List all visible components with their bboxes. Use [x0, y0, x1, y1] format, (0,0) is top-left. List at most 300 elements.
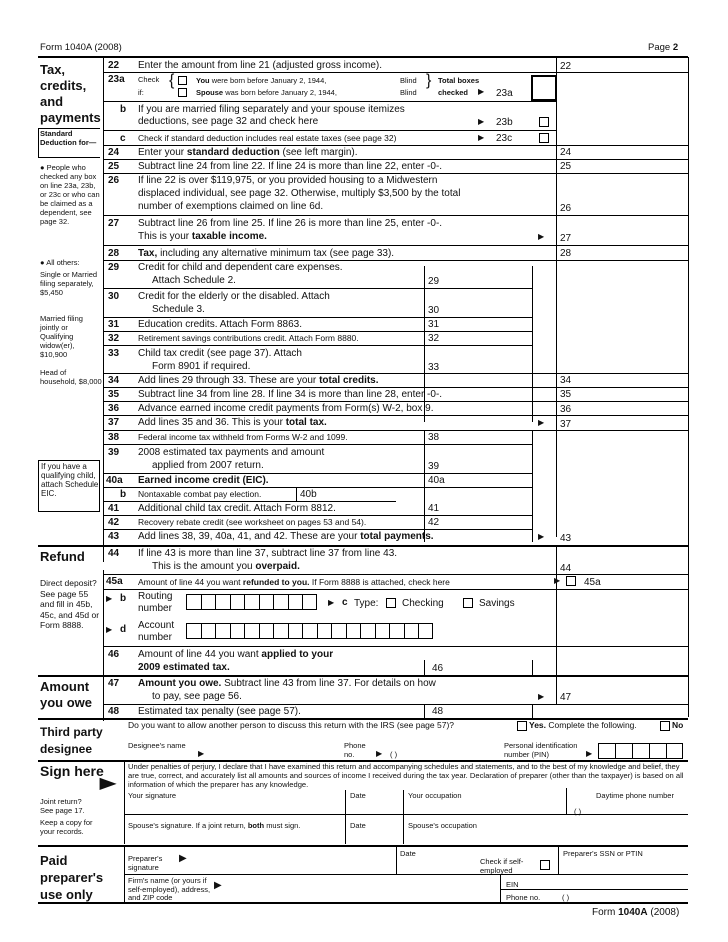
side-joint: Joint return? See page 17.: [40, 797, 85, 815]
total-boxes-field[interactable]: [531, 75, 557, 101]
line-38-label: 38: [428, 432, 440, 443]
account-digit-cell[interactable]: [273, 623, 288, 639]
you-born-desc: were born before January 2, 1944,: [211, 76, 327, 85]
spouse-signature-label: [128, 821, 300, 830]
account-digit-cell[interactable]: [186, 623, 201, 639]
line-29-text2: Attach Schedule 2.: [152, 275, 236, 286]
rule-38: [104, 444, 532, 445]
line-34-num: 34: [108, 375, 120, 386]
total-boxes: Total boxes: [438, 76, 480, 85]
brace-left-1: {: [169, 72, 175, 89]
routing-digit-cell[interactable]: [244, 594, 259, 610]
you-born-checkbox[interactable]: [178, 76, 187, 85]
routing-digit-cell[interactable]: [259, 594, 274, 610]
arrow-firm: ▶: [214, 880, 222, 891]
account-digit-cell[interactable]: [302, 623, 317, 639]
line-47-text2: to pay, see page 56.: [152, 691, 242, 702]
line-46-label: 46: [432, 663, 444, 674]
line-45a-bold: refunded to you.: [242, 577, 310, 587]
spouse-sig-t2: must sign.: [266, 821, 301, 830]
line-46-b1: applied to your: [261, 649, 334, 660]
account-digit-cell[interactable]: [230, 623, 245, 639]
rule-33: [104, 373, 688, 374]
designee-name-label: Designee's name: [128, 741, 186, 750]
account-digit-cell[interactable]: [201, 623, 216, 639]
line-44-text1: If line 43 is more than line 37, subtract line 37 from line 43.: [138, 548, 398, 559]
line-24-bold: standard deduction: [186, 147, 280, 158]
line-26-label: 26: [560, 203, 572, 214]
line-45a-num: 45a: [106, 576, 123, 587]
line-40b-num: b: [120, 489, 127, 500]
line-26-num: 26: [108, 175, 120, 186]
routing-digit-cell[interactable]: [201, 594, 216, 610]
line-37-t: Add lines 35 and 36. This is your: [138, 417, 283, 428]
line-36-num: 36: [108, 403, 120, 414]
account-label1: Account: [138, 620, 175, 631]
footer-form-number: 1040A: [618, 907, 648, 918]
line-33-text2: Form 8901 if required.: [152, 361, 251, 372]
rule-prep-1: [124, 874, 688, 875]
line-48-label: 48: [432, 706, 444, 717]
amount-col-2: [556, 545, 557, 705]
account-digit-cell[interactable]: [375, 623, 390, 639]
account-digit-cell[interactable]: [346, 623, 361, 639]
line-40a-text: Earned income credit (EIC).: [138, 475, 269, 486]
line-30-num: 30: [108, 291, 120, 302]
line-47-text1: [138, 678, 436, 690]
section-sign: Sign here: [40, 763, 104, 779]
spouse-sig-t1: Spouse's signature. If a joint return,: [128, 821, 246, 830]
spouse-occ-divider: [403, 814, 404, 844]
rule-25: [104, 173, 688, 174]
rule-sign-1: [124, 814, 688, 815]
routing-digit-cell[interactable]: [215, 594, 230, 610]
line-24-num: 24: [108, 147, 120, 158]
rule-44: [104, 574, 688, 575]
line-40a-label: 40a: [428, 475, 445, 486]
line-30-text1: Credit for the elderly or the disabled. Attach: [138, 291, 330, 302]
daytime-phone-label: Daytime phone number: [596, 791, 674, 800]
you-born-text: [196, 76, 326, 85]
line-28-label: 28: [560, 248, 572, 259]
line-48-num: 48: [108, 706, 120, 717]
preparer-signature-label: Preparer's signature: [128, 854, 163, 872]
footer-form: [592, 907, 679, 919]
routing-digit-cell[interactable]: [273, 594, 288, 610]
rule-34: [104, 387, 688, 388]
check-word: Check: [138, 75, 160, 84]
rule-prep-2: [38, 902, 688, 904]
arrow-designee-phone: ▶: [376, 749, 383, 758]
checkbox-23c[interactable]: [539, 133, 549, 143]
designee-phone-parens: ( ): [390, 750, 398, 759]
mid-col-left-2: [424, 430, 425, 542]
line-41-label: 41: [428, 503, 440, 514]
line-25-text: Subtract line 24 from line 22. If line 24 is more than line 22, enter -0-.: [138, 161, 443, 172]
line-23a-label: 23a: [496, 88, 513, 99]
line-44-num: 44: [108, 548, 120, 559]
line-45a-t1: Amount of line 44 you want: [138, 577, 241, 587]
side-child: If you have a qualifying child, attach Schedule EIC.: [41, 462, 99, 498]
line-28-bold: Tax,: [138, 248, 158, 259]
designee-yes: [529, 721, 637, 730]
line-29-text1: Credit for child and dependent care expenses.: [138, 262, 343, 273]
line-22-text: Enter the amount from line 21 (adjusted gross income).: [138, 60, 383, 71]
checked-word: checked: [438, 88, 469, 97]
arrow-45a: ▶: [554, 576, 561, 585]
routing-digit-cell[interactable]: [230, 594, 245, 610]
line-43-bold: total payments.: [360, 531, 434, 542]
rule-28: [104, 260, 688, 261]
spouse-born-desc: was born before January 2, 1944,: [225, 88, 337, 97]
line-28-text: [138, 248, 394, 260]
line-42-label: 42: [428, 517, 440, 528]
arrow-47: ▶: [538, 692, 545, 701]
form-id: Form 1040A (2008): [40, 42, 122, 53]
you-word: You: [196, 76, 210, 85]
rule-39: [104, 473, 532, 474]
line-47-label: 47: [560, 692, 572, 703]
arrow-designee-name: ▶: [198, 749, 205, 758]
arrow-23c: ▶: [478, 133, 485, 142]
line-47-bold: Amount you owe.: [138, 678, 222, 689]
line-43-text: [138, 531, 434, 543]
pin-digit-cell[interactable]: [598, 743, 615, 759]
page-label: [648, 42, 678, 54]
routing-digit-cell[interactable]: [288, 594, 303, 610]
pin-digit-cell[interactable]: [615, 743, 632, 759]
rule-37: [104, 430, 688, 431]
form-8888-checkbox[interactable]: [566, 576, 576, 586]
arrow-27: ▶: [538, 232, 545, 241]
account-digit-cell[interactable]: [288, 623, 303, 639]
rule-sign-2: [38, 845, 688, 847]
arrow-43: ▶: [538, 532, 545, 541]
yes-text: Complete the following.: [548, 720, 637, 730]
blind-2: Blind: [400, 88, 417, 97]
side-mfj: Married filing jointly or Qualifying widow(er), $10,900: [40, 314, 83, 359]
footer-year: (2008): [650, 907, 680, 918]
self-employed-checkbox[interactable]: [540, 860, 550, 870]
line-24-label: 24: [560, 147, 572, 158]
page-number: 2: [672, 42, 679, 53]
line-22-num: 22: [108, 60, 120, 71]
pin-digit-cell[interactable]: [666, 743, 683, 759]
sign-phone-divider: [566, 788, 567, 814]
account-digit-cell[interactable]: [404, 623, 419, 639]
arrow-23b: ▶: [478, 117, 485, 126]
arrow-45c: ▶: [328, 598, 335, 607]
section-amount-owe: Amount you owe: [40, 679, 93, 710]
daytime-phone-parens: ( ): [574, 807, 582, 816]
designee-no-checkbox[interactable]: [660, 721, 670, 731]
rule-23b: [104, 130, 556, 131]
rule-27: [104, 245, 688, 246]
rule-30: [104, 317, 532, 318]
line-46-text2: 2009 estimated tax.: [138, 662, 230, 673]
rule-42: [104, 529, 532, 530]
side-all: ● All others:: [40, 258, 80, 267]
rule-24: [104, 159, 688, 160]
line-40b-label: 40b: [300, 489, 317, 500]
side-direct: Direct deposit? See page 55 and fill in 45b, 45c, and 45d or Form 8888.: [40, 578, 100, 630]
line-27-bold: taxable income.: [191, 231, 267, 242]
type-label: Type:: [354, 598, 379, 609]
spouse-born-checkbox[interactable]: [178, 88, 187, 97]
account-digit-cell[interactable]: [418, 623, 433, 639]
rule-22: [104, 72, 688, 73]
line-45b-num: b: [120, 593, 127, 604]
checking-label: Checking: [402, 598, 444, 609]
line-25-label: 25: [560, 161, 572, 172]
line-43-t: Add lines 38, 39, 40a, 41, and 42. These are your: [138, 531, 358, 542]
rule-47: [104, 704, 688, 705]
line-37-label: 37: [560, 419, 572, 430]
perjury-statement: Under penalties of perjury, I declare that I have examined this return and accompanying schedules and statements, and to the best of my knowledge and belief, they are true, correct, and accurately list all amounts and sources of income I received during the tax year. Declaration of preparer (other than the taxpayer) is based on all information of which the preparer has any knowledge.: [128, 762, 684, 789]
line-25-num: 25: [108, 161, 120, 172]
line-37-text: [138, 417, 327, 429]
line-28-num: 28: [108, 248, 120, 259]
spouse-born-text: [196, 88, 337, 97]
line-34-text: [138, 375, 379, 387]
line-41-num: 41: [108, 503, 120, 514]
account-label2: number: [138, 632, 172, 643]
sign-left-border: [124, 762, 125, 844]
line-46-t1: Amount of line 44 you want: [138, 649, 259, 660]
rule-45a: [104, 589, 688, 590]
line-40b-field: [296, 488, 297, 501]
preparer-ssn-label: Preparer's SSN or PTIN: [563, 849, 643, 858]
line-23b-text2: deductions, see page 32 and check here: [138, 116, 319, 127]
page-word: Page: [648, 42, 671, 53]
line-40b-rule: [296, 501, 396, 502]
line-34-bold: total credits.: [319, 375, 379, 386]
line-32-label: 32: [428, 333, 440, 344]
firm-name-label: Firm's name (or yours if self-employed), address, and ZIP code: [128, 876, 211, 902]
pin-digit-cell[interactable]: [649, 743, 666, 759]
account-digit-cell[interactable]: [244, 623, 259, 639]
savings-checkbox[interactable]: [463, 598, 473, 608]
account-digit-cell[interactable]: [317, 623, 332, 639]
line-45a-text: [138, 578, 450, 587]
account-digit-cell[interactable]: [360, 623, 375, 639]
spouse-date-divider: [345, 814, 346, 844]
rule-32: [104, 345, 532, 346]
savings-label: Savings: [479, 598, 515, 609]
your-date-label: Date: [350, 791, 366, 800]
if-word: if:: [138, 88, 144, 97]
arrow-45b: ▶: [106, 594, 113, 603]
firm-ein-divider: [500, 874, 501, 902]
line-35-label: 35: [560, 389, 572, 400]
line-39-text2: applied from 2007 return.: [152, 460, 264, 471]
line-43-num: 43: [108, 531, 120, 542]
preparer-phone-label: Phone no.: [506, 893, 541, 902]
line-47-num: 47: [108, 678, 120, 689]
right-edge: [688, 57, 689, 717]
rule-36: [104, 415, 688, 416]
line-24-t2: (see left margin).: [282, 147, 358, 158]
routing-digit-cell[interactable]: [186, 594, 201, 610]
line-43-label: 43: [560, 533, 572, 544]
line-35-num: 35: [108, 389, 120, 400]
line-47-t1: Subtract line 43 from line 37. For details on how: [224, 678, 436, 689]
line-33-num: 33: [108, 348, 120, 359]
line-22-label: 22: [560, 61, 572, 72]
line-39-label: 39: [428, 461, 440, 472]
line-46-field-right: [532, 660, 533, 675]
rule-23a: [104, 101, 556, 102]
line-39-text1: 2008 estimated tax payments and amount: [138, 447, 325, 458]
header-rule: [38, 56, 688, 58]
rule-35: [104, 401, 688, 402]
line-29-num: 29: [108, 262, 120, 273]
line-31-num: 31: [108, 319, 120, 330]
std-title: Standard Deduction for—: [40, 129, 97, 147]
yes-word: Yes.: [529, 720, 547, 730]
rule-43: [38, 545, 688, 547]
rule-29: [104, 288, 532, 289]
routing-label1: Routing: [138, 591, 173, 602]
line-23c-label: 23c: [496, 133, 513, 144]
line-45a-label: 45a: [584, 577, 601, 588]
mid-col-right: [532, 266, 533, 422]
rule-41: [104, 515, 532, 516]
line-30-text2: Schedule 3.: [152, 304, 205, 315]
self-employed-label: Check if self-employed: [480, 857, 524, 875]
line-32-num: 32: [108, 333, 120, 344]
arrow-37: ▶: [538, 418, 545, 427]
line-23b-text1: If you are married filing separately and your spouse itemizes: [138, 104, 405, 115]
designee-question: Do you want to allow another person to discuss this return with the IRS (see page 57)?: [128, 720, 455, 730]
rule-45d: [104, 646, 688, 647]
line-38-num: 38: [108, 432, 120, 443]
line-36-label: 36: [560, 404, 572, 415]
side-single: Single or Married filing separately, $5,450: [40, 270, 98, 297]
checkbox-23b[interactable]: [539, 117, 549, 127]
your-signature-label: Your signature: [128, 791, 177, 800]
sign-arrow: ▶: [99, 775, 117, 792]
spouse-sig-both: both: [247, 821, 265, 830]
sign-date-divider: [345, 790, 346, 814]
line-26-text3: number of exemptions claimed on line 6d.: [138, 201, 324, 212]
designee-no: No: [672, 720, 684, 730]
designee-yes-checkbox[interactable]: [517, 721, 527, 731]
line-46-num: 46: [108, 649, 120, 660]
account-digit-cell[interactable]: [389, 623, 404, 639]
line-48-text: Estimated tax penalty (see page 57).: [138, 706, 301, 717]
line-28-t: including any alternative minimum tax (see page 33).: [160, 248, 395, 259]
line-45d-num: d: [120, 624, 127, 635]
line-45c-num: c: [342, 597, 348, 608]
side-people: ● People who checked any box on line 23a, 23b, or 23c or who can be claimed as a dependent, see page 32.: [40, 163, 100, 226]
footer-form-word: Form: [592, 907, 616, 918]
line-41-text: Additional child tax credit. Attach Form 8812.: [138, 503, 336, 514]
line-42-text: Recovery rebate credit (see worksheet on pages 53 and 54).: [138, 517, 367, 527]
side-hoh: Head of household, $8,000: [40, 368, 102, 386]
designee-phone-label: Phone no.: [344, 741, 366, 759]
checking-checkbox[interactable]: [386, 598, 396, 608]
rule-31: [104, 331, 532, 332]
section-paid: Paid preparer's use only: [40, 853, 104, 902]
prep-date-divider: [396, 846, 397, 874]
line-33-label: 33: [428, 362, 440, 373]
section-refund: Refund: [40, 549, 85, 564]
rule-40b: [104, 501, 304, 502]
line-26-text2: displaced individual, see page 32. Otherwise, multiply $3,500 by the total: [138, 188, 461, 199]
line-42-num: 42: [108, 517, 120, 528]
line-27-t2: This is your: [138, 231, 190, 242]
line-23c-text: Check if standard deduction includes real estate taxes (see page 32): [138, 133, 397, 143]
line-46-field-left: [424, 660, 425, 675]
line-27-text1: Subtract line 26 from line 25. If line 26 is more than line 25, enter -0-.: [138, 218, 443, 229]
line-46-text1: [138, 649, 333, 661]
arrow-prep-sig: ▶: [179, 853, 187, 864]
ein-label: EIN: [506, 880, 519, 889]
line-35-text: Subtract line 34 from line 28. If line 34 is more than line 28, enter -0-.: [138, 389, 443, 400]
rule-40a: [104, 487, 532, 488]
line-40a-num: 40a: [106, 475, 123, 486]
line-48-field-left: [424, 704, 425, 718]
line-39-num: 39: [108, 447, 120, 458]
spouse-word: Spouse: [196, 88, 224, 97]
brace-right-1: }: [426, 72, 432, 89]
line-23b-num: b: [120, 104, 127, 115]
account-digit-cell[interactable]: [215, 623, 230, 639]
rule-23c: [104, 145, 688, 146]
amount-col: [556, 57, 557, 537]
spouse-occupation-label: Spouse's occupation: [408, 821, 477, 830]
line-27-num: 27: [108, 218, 120, 229]
section-tax: Tax, credits, and payments: [40, 62, 101, 125]
rule-46: [38, 675, 688, 677]
account-digit-cell[interactable]: [331, 623, 346, 639]
section-third-party: Third party designee: [40, 725, 103, 756]
line-32-text: Retirement savings contributions credit. Attach Form 8880.: [138, 333, 359, 343]
line-48-field-right: [532, 704, 533, 718]
preparer-phone-parens: ( ): [562, 893, 570, 902]
side-keep: Keep a copy for your records.: [40, 818, 93, 836]
line-44-label: 44: [560, 563, 572, 574]
your-occupation-label: Your occupation: [408, 791, 462, 800]
arrow-designee-pin: ▶: [586, 749, 593, 758]
line-38-text: Federal income tax withheld from Forms W-2 and 1099.: [138, 432, 348, 442]
line-37-bold: total tax.: [285, 417, 327, 428]
line-44-bold: overpaid.: [255, 561, 300, 572]
arrow-23a: ▶: [478, 87, 485, 96]
line-31-label: 31: [428, 319, 440, 330]
blind-1: Blind: [400, 76, 417, 85]
line-24-t1: Enter your: [138, 147, 185, 158]
prep-ssn-divider: [558, 846, 559, 874]
line-27-label: 27: [560, 233, 572, 244]
sign-occ-divider: [403, 790, 404, 814]
pin-digit-cell[interactable]: [632, 743, 649, 759]
account-digit-cell[interactable]: [259, 623, 274, 639]
line-31-text: Education credits. Attach Form 8863.: [138, 319, 302, 330]
line-26-text1: If line 22 is over $119,975, or you provided housing to a Midwestern: [138, 175, 438, 186]
line-37-num: 37: [108, 417, 120, 428]
routing-digit-cell[interactable]: [302, 594, 317, 610]
arrow-45d: ▶: [106, 625, 113, 634]
line-23b-label: 23b: [496, 117, 513, 128]
line-36-text: Advance earned income credit payments from Form(s) W-2, box 9.: [138, 403, 434, 414]
spouse-date-label: Date: [350, 821, 366, 830]
line-23a-num: 23a: [108, 74, 125, 85]
line-45a-t2: If Form 8888 is attached, check here: [311, 577, 450, 587]
line-34-t: Add lines 29 through 33. These are your: [138, 375, 317, 386]
line-27-text2: [138, 231, 267, 243]
